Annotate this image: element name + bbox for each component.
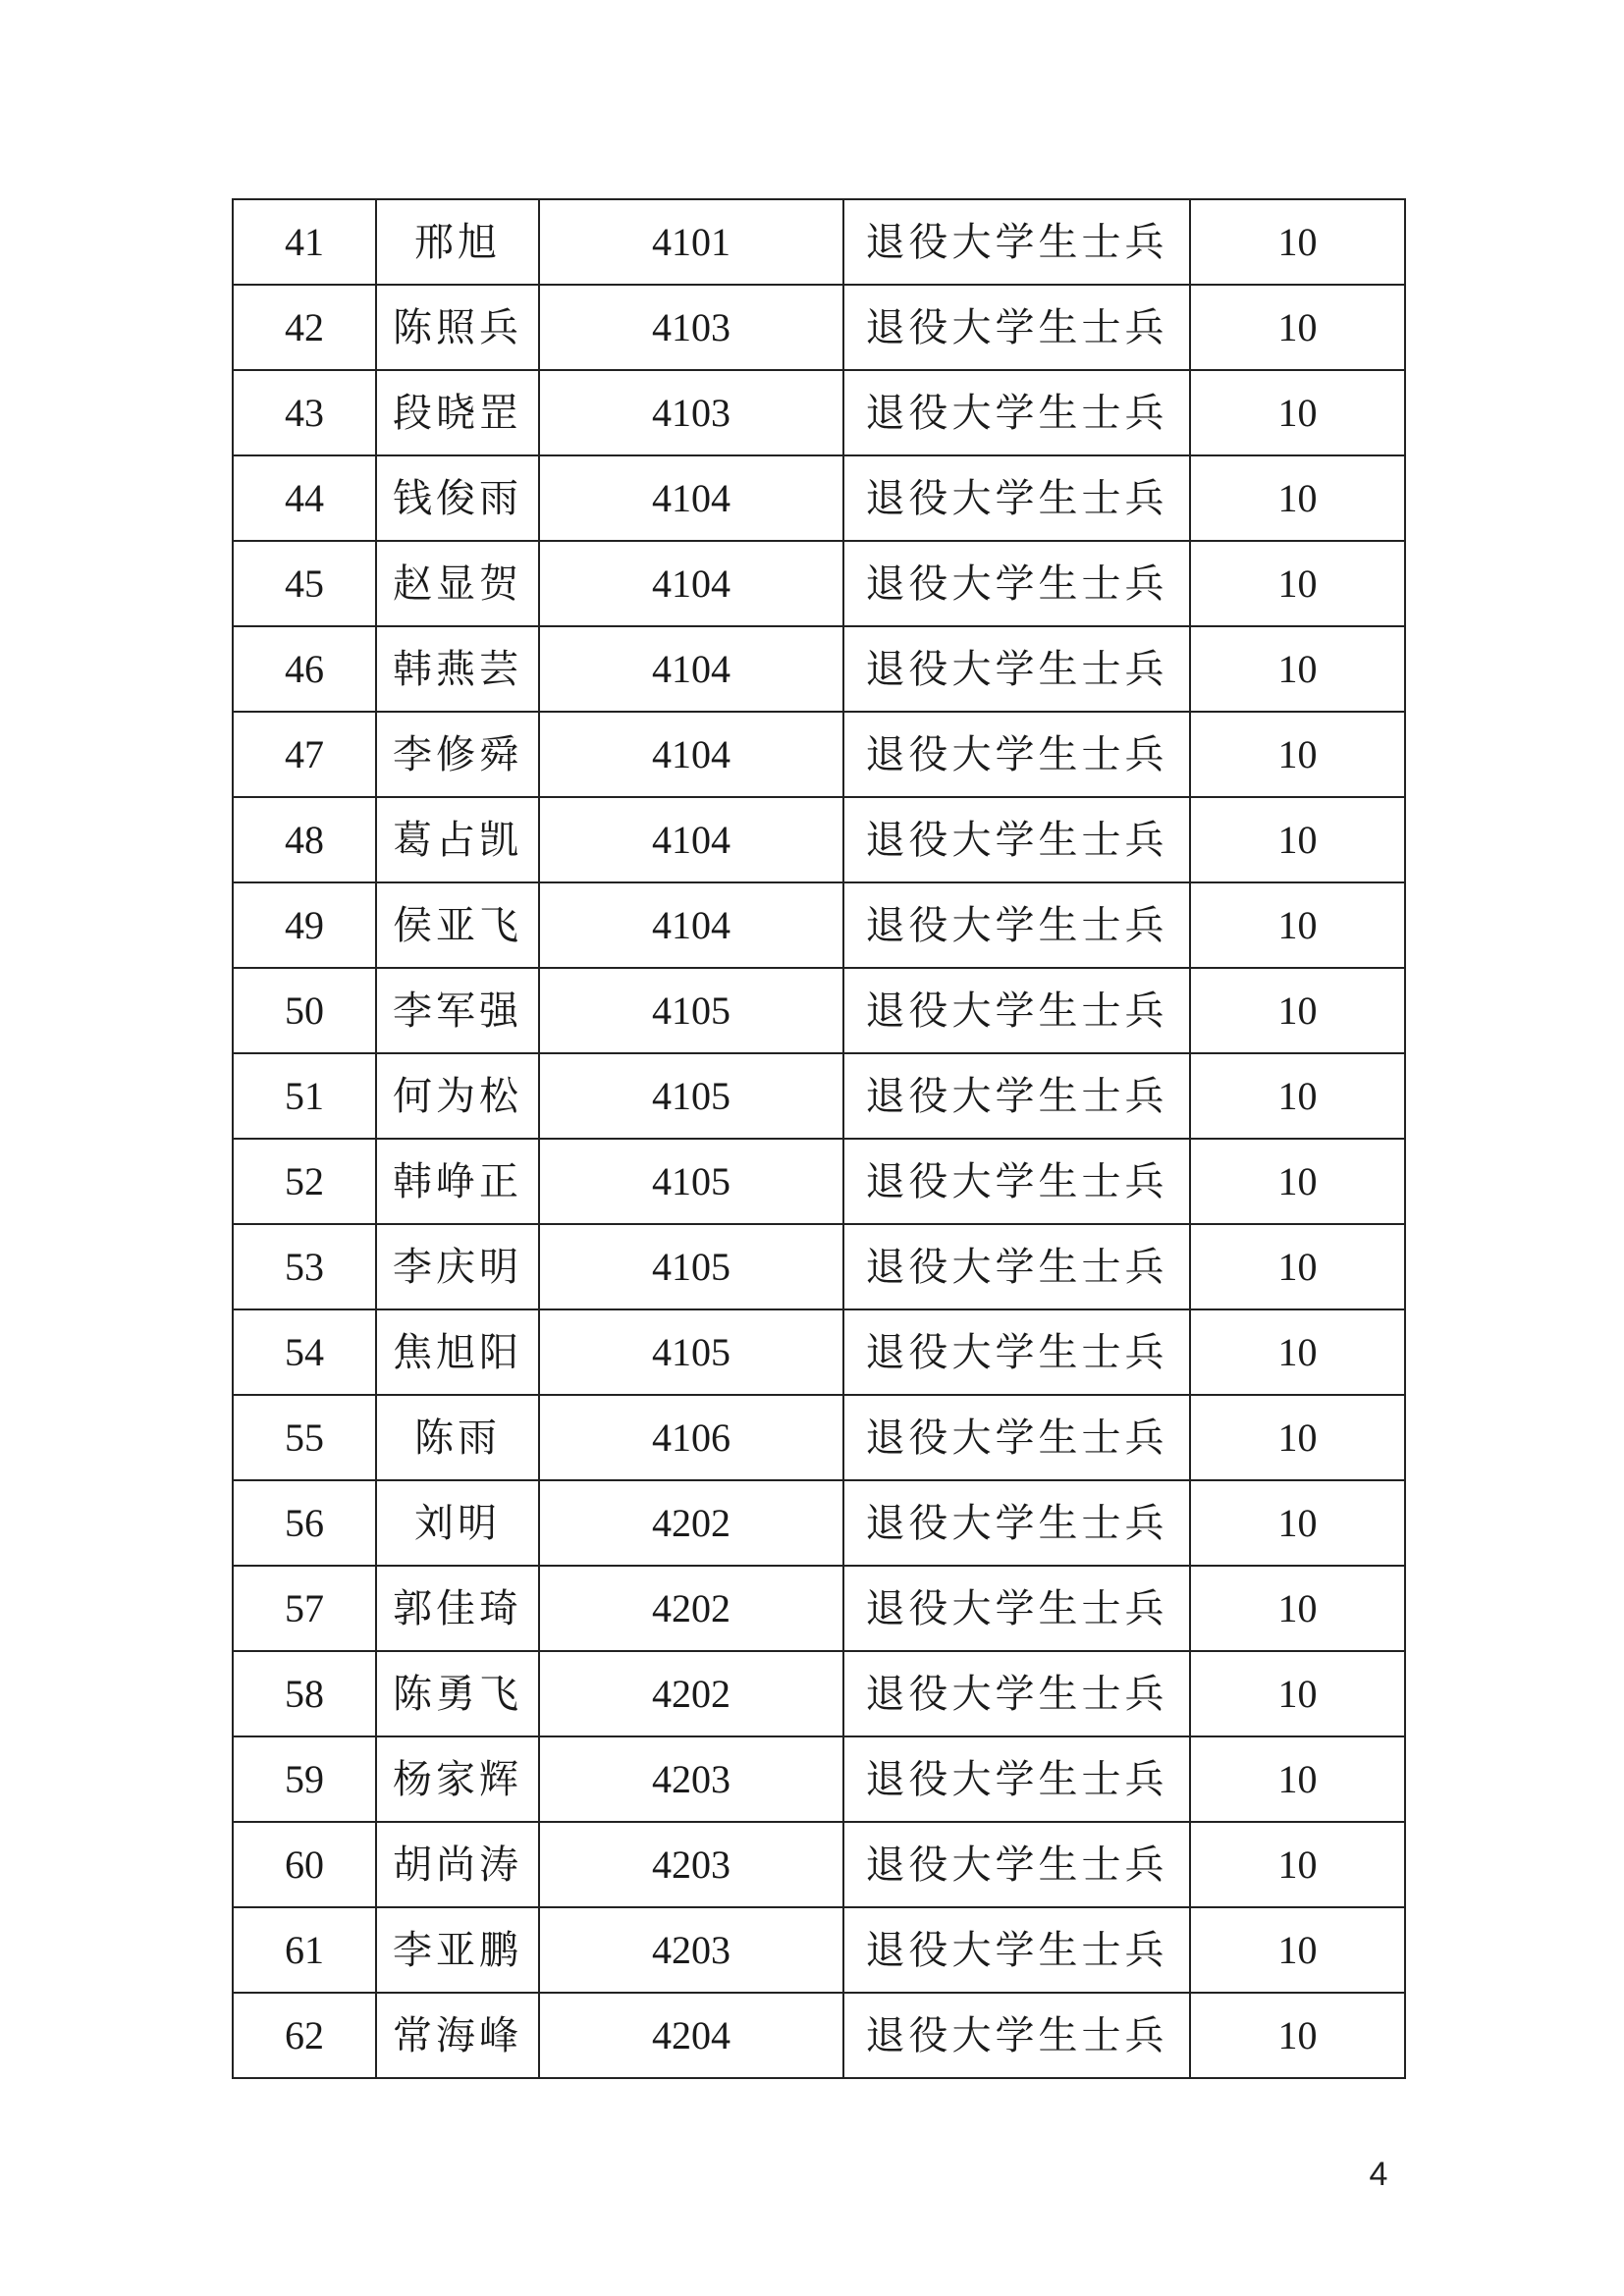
code-cell: 4104 bbox=[539, 626, 843, 712]
score-cell: 10 bbox=[1190, 370, 1405, 455]
name-cell: 杨家辉 bbox=[376, 1736, 539, 1822]
name-cell: 陈雨 bbox=[376, 1395, 539, 1480]
name-cell: 李亚鹏 bbox=[376, 1907, 539, 1993]
row-number-cell: 49 bbox=[233, 882, 376, 968]
score-cell: 10 bbox=[1190, 1139, 1405, 1224]
score-cell: 10 bbox=[1190, 455, 1405, 541]
category-cell: 退役大学生士兵 bbox=[843, 626, 1190, 712]
name-cell: 焦旭阳 bbox=[376, 1309, 539, 1395]
code-cell: 4105 bbox=[539, 1224, 843, 1309]
row-number-cell: 58 bbox=[233, 1651, 376, 1736]
code-cell: 4104 bbox=[539, 797, 843, 882]
code-cell: 4104 bbox=[539, 541, 843, 626]
score-cell: 10 bbox=[1190, 712, 1405, 797]
code-cell: 4202 bbox=[539, 1566, 843, 1651]
category-cell: 退役大学生士兵 bbox=[843, 1566, 1190, 1651]
row-number-cell: 57 bbox=[233, 1566, 376, 1651]
row-number-cell: 62 bbox=[233, 1993, 376, 2078]
table-row bbox=[233, 1395, 1405, 1480]
row-number-cell: 42 bbox=[233, 285, 376, 370]
name-cell: 陈照兵 bbox=[376, 285, 539, 370]
name-cell: 刘明 bbox=[376, 1480, 539, 1566]
table-row bbox=[233, 199, 1405, 285]
table-row bbox=[233, 712, 1405, 797]
code-cell: 4104 bbox=[539, 882, 843, 968]
score-cell: 10 bbox=[1190, 1309, 1405, 1395]
table-row bbox=[233, 1309, 1405, 1395]
code-cell: 4105 bbox=[539, 968, 843, 1053]
score-cell: 10 bbox=[1190, 1736, 1405, 1822]
score-cell: 10 bbox=[1190, 199, 1405, 285]
category-cell: 退役大学生士兵 bbox=[843, 1822, 1190, 1907]
category-cell: 退役大学生士兵 bbox=[843, 1139, 1190, 1224]
table-row bbox=[233, 1736, 1405, 1822]
name-cell: 钱俊雨 bbox=[376, 455, 539, 541]
category-cell: 退役大学生士兵 bbox=[843, 370, 1190, 455]
category-cell: 退役大学生士兵 bbox=[843, 1395, 1190, 1480]
code-cell: 4203 bbox=[539, 1736, 843, 1822]
code-cell: 4202 bbox=[539, 1480, 843, 1566]
row-number-cell: 41 bbox=[233, 199, 376, 285]
table-row bbox=[233, 1139, 1405, 1224]
table-row bbox=[233, 541, 1405, 626]
name-cell: 段晓罡 bbox=[376, 370, 539, 455]
category-cell: 退役大学生士兵 bbox=[843, 455, 1190, 541]
code-cell: 4106 bbox=[539, 1395, 843, 1480]
category-cell: 退役大学生士兵 bbox=[843, 797, 1190, 882]
name-cell: 郭佳琦 bbox=[376, 1566, 539, 1651]
category-cell: 退役大学生士兵 bbox=[843, 541, 1190, 626]
row-number-cell: 46 bbox=[233, 626, 376, 712]
code-cell: 4103 bbox=[539, 370, 843, 455]
row-number-cell: 50 bbox=[233, 968, 376, 1053]
row-number-cell: 45 bbox=[233, 541, 376, 626]
row-number-cell: 48 bbox=[233, 797, 376, 882]
name-cell: 李军强 bbox=[376, 968, 539, 1053]
name-cell: 赵显贺 bbox=[376, 541, 539, 626]
score-cell: 10 bbox=[1190, 285, 1405, 370]
category-cell: 退役大学生士兵 bbox=[843, 882, 1190, 968]
category-cell: 退役大学生士兵 bbox=[843, 1053, 1190, 1139]
row-number-cell: 47 bbox=[233, 712, 376, 797]
table-row bbox=[233, 626, 1405, 712]
category-cell: 退役大学生士兵 bbox=[843, 1309, 1190, 1395]
name-cell: 韩燕芸 bbox=[376, 626, 539, 712]
score-cell: 10 bbox=[1190, 1566, 1405, 1651]
category-cell: 退役大学生士兵 bbox=[843, 1480, 1190, 1566]
score-cell: 10 bbox=[1190, 1651, 1405, 1736]
category-cell: 退役大学生士兵 bbox=[843, 285, 1190, 370]
code-cell: 4104 bbox=[539, 712, 843, 797]
page-number: 4 bbox=[1369, 2156, 1388, 2193]
category-cell: 退役大学生士兵 bbox=[843, 199, 1190, 285]
score-cell: 10 bbox=[1190, 1907, 1405, 1993]
category-cell: 退役大学生士兵 bbox=[843, 1993, 1190, 2078]
score-cell: 10 bbox=[1190, 541, 1405, 626]
code-cell: 4103 bbox=[539, 285, 843, 370]
table-row bbox=[233, 1566, 1405, 1651]
row-number-cell: 61 bbox=[233, 1907, 376, 1993]
name-cell: 常海峰 bbox=[376, 1993, 539, 2078]
score-cell: 10 bbox=[1190, 968, 1405, 1053]
code-cell: 4203 bbox=[539, 1822, 843, 1907]
code-cell: 4101 bbox=[539, 199, 843, 285]
category-cell: 退役大学生士兵 bbox=[843, 968, 1190, 1053]
table-row bbox=[233, 370, 1405, 455]
row-number-cell: 56 bbox=[233, 1480, 376, 1566]
score-cell: 10 bbox=[1190, 1053, 1405, 1139]
table-row bbox=[233, 968, 1405, 1053]
name-cell: 邢旭 bbox=[376, 199, 539, 285]
name-cell: 陈勇飞 bbox=[376, 1651, 539, 1736]
table-row bbox=[233, 1053, 1405, 1139]
table-row bbox=[233, 797, 1405, 882]
code-cell: 4105 bbox=[539, 1309, 843, 1395]
name-cell: 胡尚涛 bbox=[376, 1822, 539, 1907]
table-row bbox=[233, 1224, 1405, 1309]
code-cell: 4105 bbox=[539, 1139, 843, 1224]
row-number-cell: 59 bbox=[233, 1736, 376, 1822]
code-cell: 4204 bbox=[539, 1993, 843, 2078]
score-cell: 10 bbox=[1190, 1224, 1405, 1309]
table-row bbox=[233, 882, 1405, 968]
row-number-cell: 60 bbox=[233, 1822, 376, 1907]
row-number-cell: 53 bbox=[233, 1224, 376, 1309]
code-cell: 4105 bbox=[539, 1053, 843, 1139]
score-cell: 10 bbox=[1190, 1395, 1405, 1480]
code-cell: 4104 bbox=[539, 455, 843, 541]
table-row bbox=[233, 1480, 1405, 1566]
row-number-cell: 55 bbox=[233, 1395, 376, 1480]
row-number-cell: 52 bbox=[233, 1139, 376, 1224]
category-cell: 退役大学生士兵 bbox=[843, 1224, 1190, 1309]
name-cell: 李修舜 bbox=[376, 712, 539, 797]
score-cell: 10 bbox=[1190, 626, 1405, 712]
table-row bbox=[233, 285, 1405, 370]
name-cell: 韩峥正 bbox=[376, 1139, 539, 1224]
row-number-cell: 51 bbox=[233, 1053, 376, 1139]
score-cell: 10 bbox=[1190, 882, 1405, 968]
row-number-cell: 44 bbox=[233, 455, 376, 541]
category-cell: 退役大学生士兵 bbox=[843, 1736, 1190, 1822]
category-cell: 退役大学生士兵 bbox=[843, 1651, 1190, 1736]
score-cell: 10 bbox=[1190, 797, 1405, 882]
table-row bbox=[233, 1993, 1405, 2078]
roster-table bbox=[232, 198, 1406, 2079]
code-cell: 4202 bbox=[539, 1651, 843, 1736]
category-cell: 退役大学生士兵 bbox=[843, 712, 1190, 797]
table-row bbox=[233, 455, 1405, 541]
roster-table-body bbox=[233, 199, 1405, 2078]
name-cell: 李庆明 bbox=[376, 1224, 539, 1309]
table-row bbox=[233, 1651, 1405, 1736]
row-number-cell: 43 bbox=[233, 370, 376, 455]
table-row bbox=[233, 1822, 1405, 1907]
table-row bbox=[233, 1907, 1405, 1993]
score-cell: 10 bbox=[1190, 1480, 1405, 1566]
name-cell: 何为松 bbox=[376, 1053, 539, 1139]
score-cell: 10 bbox=[1190, 1822, 1405, 1907]
name-cell: 葛占凯 bbox=[376, 797, 539, 882]
score-cell: 10 bbox=[1190, 1993, 1405, 2078]
category-cell: 退役大学生士兵 bbox=[843, 1907, 1190, 1993]
row-number-cell: 54 bbox=[233, 1309, 376, 1395]
code-cell: 4203 bbox=[539, 1907, 843, 1993]
name-cell: 侯亚飞 bbox=[376, 882, 539, 968]
